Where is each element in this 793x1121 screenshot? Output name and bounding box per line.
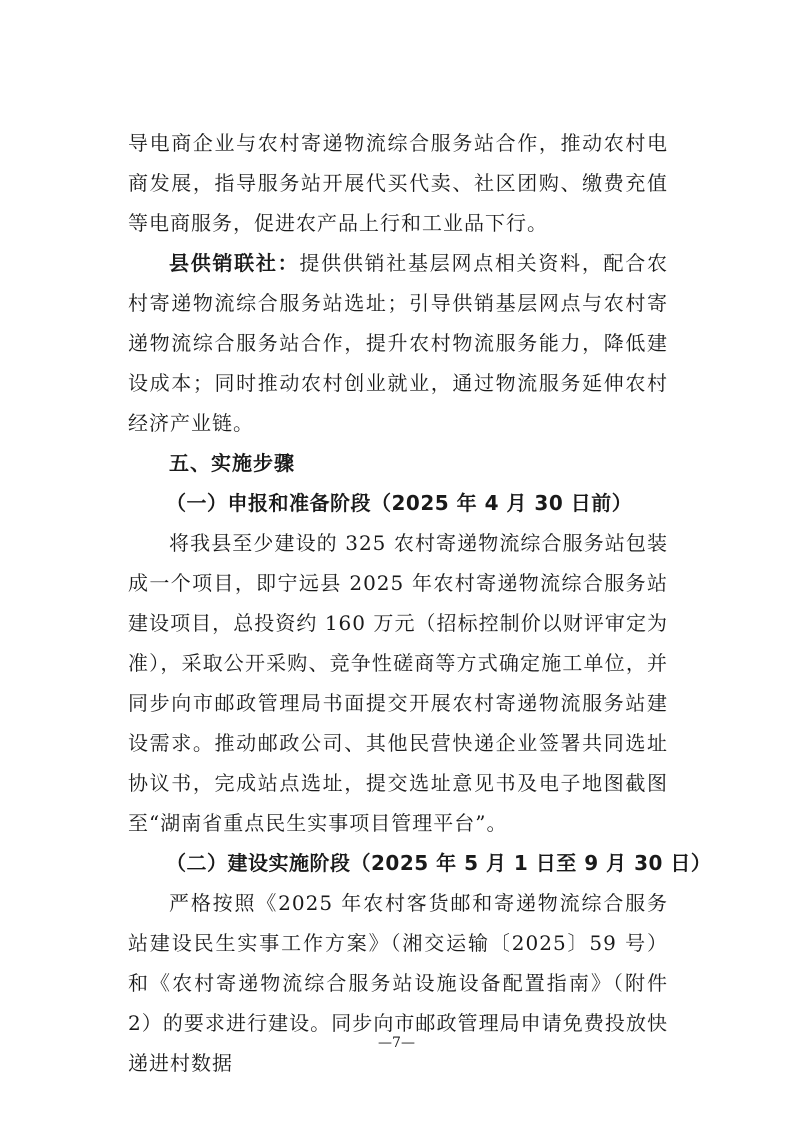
paragraph-supply-cooperative [128,243,668,443]
paragraph-ecommerce: 导电商企业与农村寄递物流综合服务站合作，推动农村电商发展，指导服务站开展代买代卖、社区团购、缴费充值等电商服务，促进农产品上行和工业品下行。 [128,131,668,235]
section-heading-implementation-steps: 五、实施步骤 [169,451,295,475]
subsection-heading-preparation: （一）申报和准备阶段（2025 年 4 月 30 日前） [166,491,633,515]
paragraph-body-text: 提供供销社基层网点相关资料，配合农村寄递物流综合服务站选址；引导供销基层网点与农村寄递物流综合服务站合作，提升农村物流服务能力，降低建设成本；同时推动农村创业就业，通过物流服务延伸农村经济产业链。 [128,251,669,435]
page-number: —7— [378,1035,415,1051]
paragraph-preparation: 将我县至少建设的 325 农村寄递物流综合服务站包装成一个项目，即宁远县 2025 年农村寄递物流综合服务站建设项目，总投资约 160 万元（招标控制价以财评审定为准），采取公开采购、竞争性磋商等方式确定施工单位，并同步向市邮政管理局书面提交开展农村寄递物流服务站建设需求。推动邮政公司、其他民营快递企业签署共同选址协议书，完成站点选址，提交选址意见书及电子地图截图至“湖南省重点民生实事项目管理平台”。 [128,531,668,835]
paragraph-construction: 严格按照《2025 年农村客货邮和寄递物流综合服务站建设民生实事工作方案》（湘交运输〔2025〕59 号）和《农村寄递物流综合服务站设施设备配置指南》（附件 2）的要求进行建设。同步向市邮政管理局申请免费投放快递进村数据 [128,891,668,1075]
document-body [128,123,712,1083]
paragraph-lead-label: 县供销联社： [169,251,300,275]
subsection-heading-construction: （二）建设实施阶段（2025 年 5 月 1 日至 9 月 30 日） [166,851,712,875]
